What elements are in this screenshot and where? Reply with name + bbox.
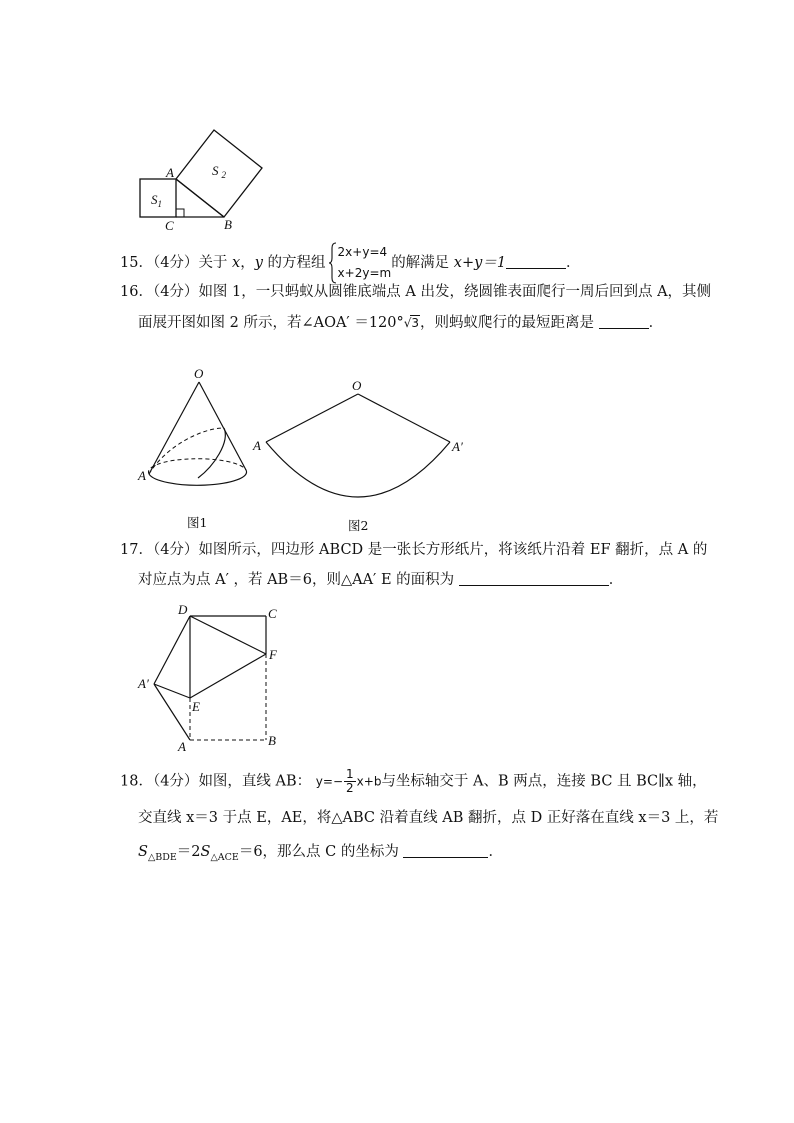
fig1-label-o: O xyxy=(194,366,204,381)
label-a: A xyxy=(178,739,186,753)
q16-answer-blank[interactable] xyxy=(599,313,649,329)
label-c: C xyxy=(268,606,277,621)
q18-number: 18．（4分） xyxy=(120,773,199,790)
question-17-line2: 对应点为点 A′ ，若 AB＝6，则△AA′ E 的面积为 ． xyxy=(138,572,624,588)
question-17-line1: 17．（4分）如图所示，四边形 ABCD 是一张长方形纸片，将该纸片沿着 EF 翻折，点 A 的 xyxy=(120,542,708,558)
q17-answer-blank[interactable] xyxy=(459,570,609,586)
label-s2: S $_2$ xyxy=(212,163,226,180)
equation-1: 2x+y=4 xyxy=(337,245,388,259)
fig2-label-a: A xyxy=(253,438,261,453)
cone-figure xyxy=(132,362,257,492)
label-c: C xyxy=(165,218,174,233)
pythagoras-squares-figure xyxy=(130,125,270,235)
fig2-caption: 图2 xyxy=(348,518,369,533)
fraction-one-half: $\frac{1}{2}$ xyxy=(346,767,354,795)
label-b: B xyxy=(224,217,232,232)
question-16-line2: 面展开图如图 2 所示，若∠AOA′ ＝120°√3，则蚂蚁爬行的最短距离是 ． xyxy=(138,315,664,331)
question-18-line1: 18．（4分）如图，直线 AB： y=− $\frac{1}{2}$ x+b与坐标轴交于 A、B 两点，连接 BC 且 BC∥x 轴， xyxy=(120,767,707,795)
folded-rectangle-figure xyxy=(132,598,292,753)
question-18-line3: $S_{\triangle BDE}=2S_{\triangle ACE}=6$，那么点 C 的坐标为 ． xyxy=(138,844,503,863)
q16-number: 16．（4分） xyxy=(120,284,199,300)
q18-answer-blank[interactable] xyxy=(403,842,488,858)
fig1-caption: 图1 xyxy=(187,515,208,530)
label-d: D xyxy=(178,602,188,617)
label-s1: $S_1$ xyxy=(151,192,162,209)
label-f: F xyxy=(269,647,277,662)
label-e: E xyxy=(192,699,200,714)
equation-system xyxy=(328,242,392,284)
label-a: A xyxy=(166,165,174,180)
question-15: 15．（4分）关于 x，y 的方程组 2x+y=4 x+2y=m 的解满足 x+y＝1 ． xyxy=(120,242,581,284)
q17-number: 17．（4分） xyxy=(120,542,199,558)
fig2-label-o: O xyxy=(352,378,362,393)
equation-2: x+2y=m xyxy=(337,266,392,280)
sector-figure xyxy=(248,372,473,507)
label-b: B xyxy=(268,733,276,748)
sqrt-expression: √3 xyxy=(403,316,420,330)
q15-number: 15．（4分） xyxy=(120,255,199,271)
q15-condition: x+y＝1 xyxy=(453,255,507,271)
question-18-line2: 交直线 x＝3 于点 E，AE，将△ABC 沿着直线 AB 翻折，点 D 正好落在直线 x＝3 上，若 xyxy=(138,810,719,826)
fig1-label-a: A xyxy=(138,468,146,483)
fig2-label-a-prime: A′ xyxy=(452,439,463,454)
q15-answer-blank[interactable] xyxy=(506,253,566,269)
label-a-prime: A′ xyxy=(138,676,149,691)
question-16-line1: 16．（4分）如图 1，一只蚂蚁从圆锥底端点 A 出发，绕圆锥表面爬行一周后回到点 A，其侧 xyxy=(120,284,712,300)
